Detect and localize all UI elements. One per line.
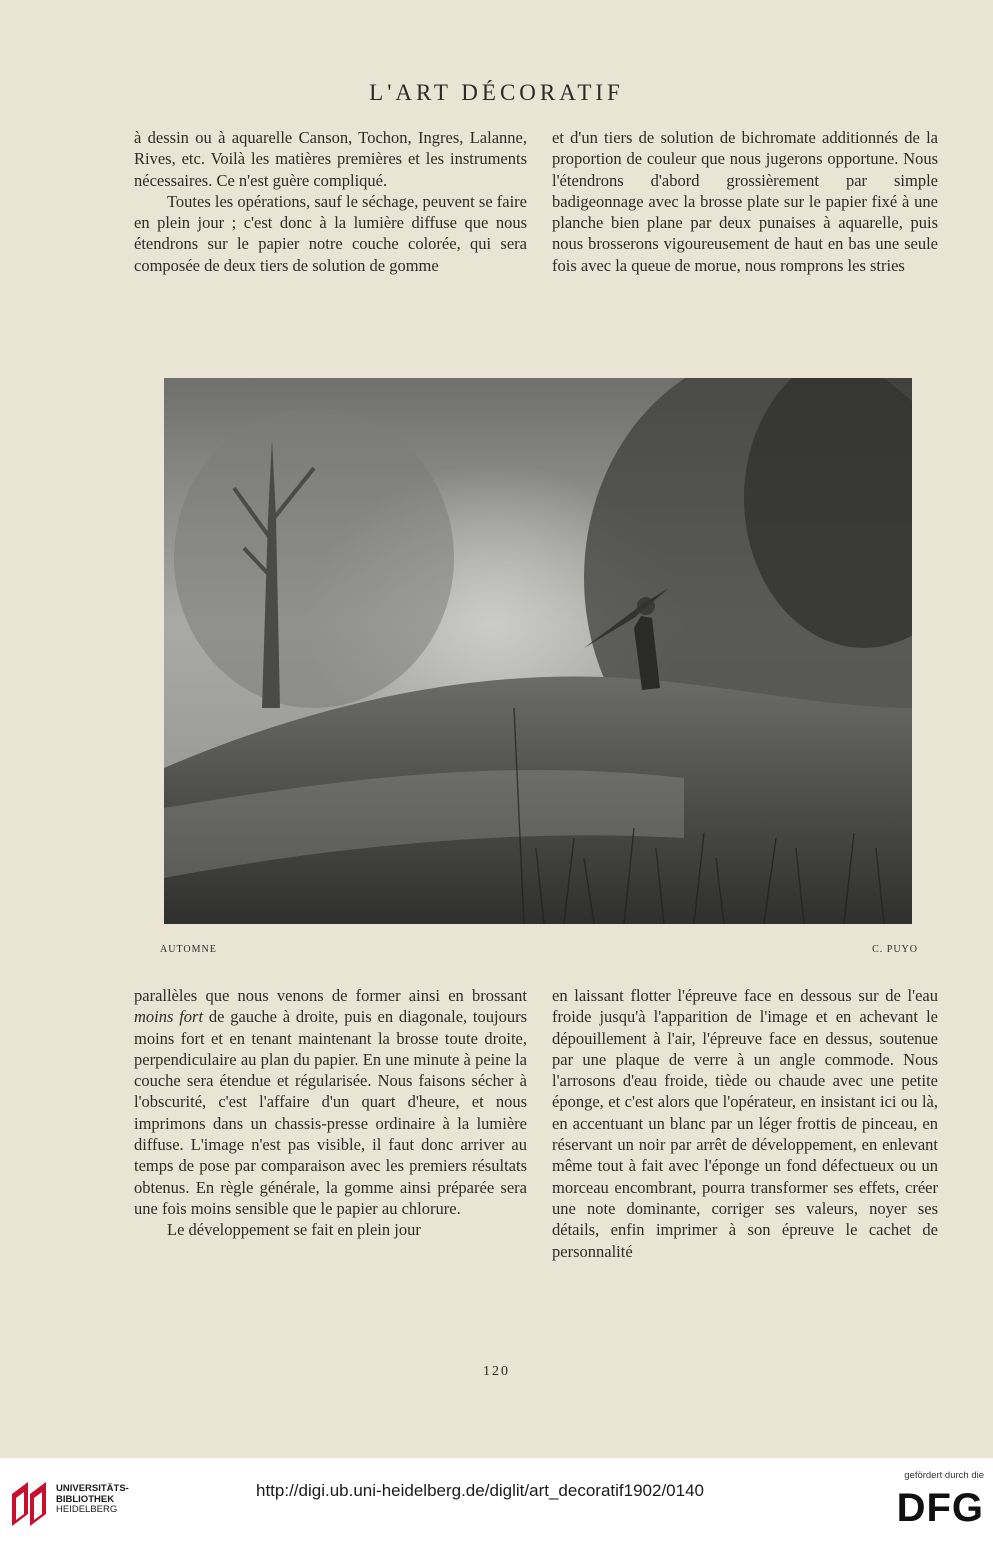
digitization-footer [0, 1458, 993, 1547]
running-header: L'ART DÉCORATIF [369, 80, 624, 105]
figure-caption-title: AUTOMNE [160, 944, 217, 955]
dfg-logo: DFG [896, 1486, 984, 1530]
paragraph: et d'un tiers de solution de bichromate additionnés de la proportion de couleur que nous jugerons opportune. Nous l'étendrons d'abord grossièrement par simple badigeonnage avec la brosse plate sur le papier fixé à une planche bien plane par deux punaises à aquarelle, puis nous brosserons vigoureusement de haut en bas une seule fois avec la queue de morue, nous romprons les stries [552, 128, 938, 275]
paragraph: parallèles que nous venons de former ainsi en brossant moins fort de gauche à droite, puis en diagonale, toujours moins fort et en tenant maintenant la brosse toute droite, perpendiculaire au plan du papier. En une minute à peine la couche sera étendue et régularisée. Nous faisons sécher à l'obscurité, c'est l'affaire d'un quart d'heure, et nous imprimons dans un chassis-presse ordinaire à la lumière diffuse. L'image n'est pas visible, il faut donc arriver au temps de pose par comparaison avec les premiers résultats obtenus. En règle générale, la gomme ainsi préparée sera une fois moins sensible que le papier au chlorure. [134, 986, 528, 1218]
emphasis: moins fort [134, 1007, 204, 1027]
paragraph: à dessin ou à aquarelle Canson, Tochon, Ingres, Lalanne, Rives, etc. Voilà les matières premières et les instruments nécessaires. Ce n'est guère compliqué. [134, 128, 527, 190]
photo-illustration [164, 378, 912, 924]
library-name: UNIVERSITÄTS- BIBLIOTHEK HEIDELBERG [56, 1483, 129, 1515]
text-column-bottom-right [552, 985, 938, 1262]
paragraph: Toutes les opérations, sauf le séchage, peuvent se faire en plein jour ; c'est donc à la lumière diffuse que nous étendrons sur le papier notre couche colorée, qui sera composée de deux tiers de solution de gomme [134, 191, 527, 275]
page-number: 120 [483, 1364, 510, 1379]
text-column-bottom-left [134, 985, 527, 1241]
funded-by-label: gefördert durch die [904, 1470, 984, 1481]
source-url-link[interactable]: http://digi.ub.uni-heidelberg.de/diglit/art_decoratif1902/0140 [256, 1481, 704, 1500]
paragraph: Le développement se fait en plein jour [167, 1220, 421, 1240]
figure-caption-author: C. PUYO [872, 944, 918, 955]
text-column-top-right [552, 127, 938, 276]
paragraph: en laissant flotter l'épreuve face en dessous sur de l'eau froide jusqu'à l'apparition de l'image et en achevant le dépouillement à l'air, l'épreuve face en dessus, soutenue par une plaque de verre à un angle commode. Nous l'arrosons d'eau froide, tiède ou chaude avec une petite éponge, et c'est alors que l'opérateur, en insistant ici ou là, en accentuant un blanc par un léger frottis de pinceau, en réservant un noir par arrêt de développement, en enlevant même tout à fait avec l'éponge un fond défectueux ou un morceau encombrant, pourra transformer ses effets, créer une note dominante, corriger ses valeurs, noyer ses détails, enfin imprimer à son épreuve le cachet de personnalité [552, 986, 938, 1261]
university-library-logo-icon [8, 1480, 50, 1530]
text-column-top-left [134, 127, 527, 276]
photograph-automne [164, 378, 912, 924]
